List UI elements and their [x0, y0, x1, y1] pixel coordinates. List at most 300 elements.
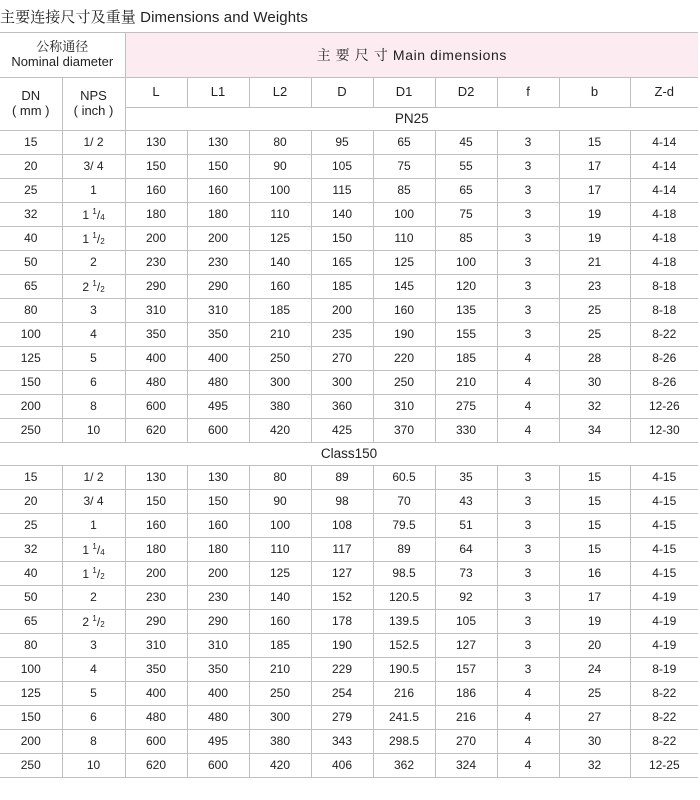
nps-whole: 2 — [82, 279, 90, 294]
cell-L2: 250 — [249, 682, 311, 706]
cell-L: 230 — [125, 586, 187, 610]
table-row — [0, 419, 698, 443]
cell-L: 480 — [125, 371, 187, 395]
cell-b: 30 — [559, 730, 630, 754]
cell-D2: 324 — [435, 754, 497, 778]
cell-L1: 480 — [187, 371, 249, 395]
cell-nps — [62, 251, 125, 275]
nps-whole: 1 — [82, 231, 90, 246]
cell-dn: 50 — [0, 251, 62, 275]
table-row — [0, 395, 698, 419]
cell-L: 200 — [125, 227, 187, 251]
page-title: 主要连接尺寸及重量 Dimensions and Weights — [0, 9, 309, 26]
cell-Zd: 4-15 — [630, 514, 698, 538]
cell-nps — [62, 323, 125, 347]
cell-L2: 160 — [249, 275, 311, 299]
cell-b: 34 — [559, 419, 630, 443]
cell-D2: 105 — [435, 610, 497, 634]
cell-L1: 495 — [187, 395, 249, 419]
table-row — [0, 203, 698, 227]
cell-L1: 400 — [187, 682, 249, 706]
cell-nps — [62, 490, 125, 514]
cell-b: 25 — [559, 299, 630, 323]
cell-D1: 190 — [373, 323, 435, 347]
cell-f: 4 — [497, 754, 559, 778]
cell-D2: 75 — [435, 203, 497, 227]
cell-D: 108 — [311, 514, 373, 538]
section-label: Class150 — [0, 443, 698, 466]
cell-f: 3 — [497, 514, 559, 538]
cell-D1: 241.5 — [373, 706, 435, 730]
cell-D2: 275 — [435, 395, 497, 419]
cell-D: 235 — [311, 323, 373, 347]
col-header-D1: D1 — [373, 78, 435, 108]
cell-f: 3 — [497, 538, 559, 562]
cell-D2: 51 — [435, 514, 497, 538]
cell-D1: 298.5 — [373, 730, 435, 754]
cell-L1: 230 — [187, 251, 249, 275]
cell-Zd: 4-19 — [630, 586, 698, 610]
table-row — [0, 490, 698, 514]
cell-nps — [62, 514, 125, 538]
cell-f: 3 — [497, 227, 559, 251]
cell-L: 160 — [125, 179, 187, 203]
nps-value: 3/ 4 — [83, 158, 104, 173]
cell-L1: 480 — [187, 706, 249, 730]
cell-Zd: 8-22 — [630, 682, 698, 706]
col-header-D2: D2 — [435, 78, 497, 108]
nps-whole: 2 — [82, 614, 90, 629]
cell-Zd: 4-18 — [630, 227, 698, 251]
cell-Zd: 4-19 — [630, 610, 698, 634]
cell-D2: 85 — [435, 227, 497, 251]
cell-D2: 210 — [435, 371, 497, 395]
nps-value: 2 — [90, 589, 97, 604]
cell-dn: 200 — [0, 395, 62, 419]
cell-L: 230 — [125, 251, 187, 275]
nps-denominator: 2 — [100, 571, 105, 581]
cell-L2: 420 — [249, 419, 311, 443]
cell-D2: 155 — [435, 323, 497, 347]
cell-b: 17 — [559, 179, 630, 203]
cell-D: 127 — [311, 562, 373, 586]
nominal-diameter-en: Nominal diameter — [11, 54, 114, 69]
cell-f: 4 — [497, 706, 559, 730]
table-row — [0, 610, 698, 634]
cell-Zd: 4-18 — [630, 251, 698, 275]
cell-D2: 330 — [435, 419, 497, 443]
cell-dn: 100 — [0, 658, 62, 682]
cell-L2: 380 — [249, 395, 311, 419]
cell-L1: 310 — [187, 299, 249, 323]
cell-L2: 185 — [249, 634, 311, 658]
cell-L1: 180 — [187, 538, 249, 562]
cell-nps — [62, 155, 125, 179]
dn-header — [0, 78, 62, 131]
cell-L: 130 — [125, 131, 187, 155]
nominal-diameter-cn: 公称通径 — [36, 39, 89, 55]
cell-L1: 130 — [187, 131, 249, 155]
cell-f: 3 — [497, 466, 559, 490]
cell-f: 3 — [497, 155, 559, 179]
cell-L1: 290 — [187, 610, 249, 634]
cell-b: 19 — [559, 610, 630, 634]
cell-L2: 300 — [249, 371, 311, 395]
nps-numerator: 1 — [92, 565, 97, 575]
cell-D1: 370 — [373, 419, 435, 443]
cell-f: 4 — [497, 371, 559, 395]
nps-whole: 1 — [82, 542, 90, 557]
cell-D: 117 — [311, 538, 373, 562]
cell-L: 350 — [125, 658, 187, 682]
col-header-L: L — [125, 78, 187, 108]
nps-value: 5 — [90, 685, 97, 700]
nps-value: 6 — [90, 374, 97, 389]
table-row — [0, 323, 698, 347]
cell-f: 3 — [497, 251, 559, 275]
cell-D: 98 — [311, 490, 373, 514]
cell-dn: 32 — [0, 538, 62, 562]
nps-denominator: 2 — [100, 619, 105, 629]
cell-L: 150 — [125, 490, 187, 514]
cell-L: 620 — [125, 754, 187, 778]
dn-unit: ( mm ) — [11, 103, 50, 118]
cell-L: 150 — [125, 155, 187, 179]
cell-L2: 100 — [249, 514, 311, 538]
cell-L1: 130 — [187, 466, 249, 490]
cell-Zd: 12-25 — [630, 754, 698, 778]
cell-Zd: 8-19 — [630, 658, 698, 682]
cell-D: 343 — [311, 730, 373, 754]
table-row — [0, 227, 698, 251]
cell-dn: 25 — [0, 514, 62, 538]
cell-f: 3 — [497, 179, 559, 203]
cell-f: 4 — [497, 395, 559, 419]
cell-nps: 1 $^1/_2$ — [62, 227, 125, 251]
cell-b: 19 — [559, 203, 630, 227]
cell-D: 152 — [311, 586, 373, 610]
cell-Zd: 8-18 — [630, 299, 698, 323]
cell-L: 200 — [125, 562, 187, 586]
cell-L1: 200 — [187, 227, 249, 251]
cell-L: 600 — [125, 395, 187, 419]
cell-nps: 2 $^1/_2$ — [62, 610, 125, 634]
cell-L2: 100 — [249, 179, 311, 203]
cell-D1: 362 — [373, 754, 435, 778]
cell-Zd: 12-26 — [630, 395, 698, 419]
table-row — [0, 179, 698, 203]
cell-L2: 125 — [249, 227, 311, 251]
cell-D1: 220 — [373, 347, 435, 371]
cell-nps — [62, 395, 125, 419]
nps-value: 5 — [90, 350, 97, 365]
nps-value: 3 — [90, 637, 97, 652]
cell-b: 27 — [559, 706, 630, 730]
cell-D2: 43 — [435, 490, 497, 514]
nps-value: 1/ 2 — [83, 134, 104, 149]
dimensions-table — [0, 32, 698, 778]
cell-L1: 495 — [187, 730, 249, 754]
cell-b: 15 — [559, 514, 630, 538]
cell-L1: 350 — [187, 658, 249, 682]
cell-D: 105 — [311, 155, 373, 179]
dn-label: DN — [21, 88, 41, 104]
cell-D2: 73 — [435, 562, 497, 586]
nps-label: NPS — [80, 88, 107, 104]
cell-D2: 55 — [435, 155, 497, 179]
cell-D: 190 — [311, 634, 373, 658]
cell-b: 15 — [559, 466, 630, 490]
cell-nps — [62, 586, 125, 610]
cell-D2: 216 — [435, 706, 497, 730]
cell-dn: 20 — [0, 155, 62, 179]
cell-D1: 250 — [373, 371, 435, 395]
cell-D2: 120 — [435, 275, 497, 299]
table-row — [0, 347, 698, 371]
cell-D: 279 — [311, 706, 373, 730]
cell-L1: 400 — [187, 347, 249, 371]
nps-numerator: 1 — [92, 541, 97, 551]
cell-nps — [62, 179, 125, 203]
cell-f: 3 — [497, 203, 559, 227]
cell-L2: 90 — [249, 490, 311, 514]
cell-dn: 32 — [0, 203, 62, 227]
cell-L2: 90 — [249, 155, 311, 179]
main-dimensions-header: 主 要 尺 寸 Main dimensions — [125, 33, 698, 78]
cell-D1: 98.5 — [373, 562, 435, 586]
table-row — [0, 275, 698, 299]
cell-nps — [62, 466, 125, 490]
cell-f: 4 — [497, 682, 559, 706]
cell-nps — [62, 658, 125, 682]
cell-b: 20 — [559, 634, 630, 658]
nps-numerator: 1 — [92, 230, 97, 240]
cell-dn: 15 — [0, 131, 62, 155]
nps-header — [62, 78, 125, 131]
cell-D1: 89 — [373, 538, 435, 562]
cell-b: 28 — [559, 347, 630, 371]
cell-f: 3 — [497, 634, 559, 658]
cell-L: 400 — [125, 682, 187, 706]
table-row — [0, 682, 698, 706]
cell-f: 4 — [497, 347, 559, 371]
cell-Zd: 12-30 — [630, 419, 698, 443]
cell-L2: 80 — [249, 466, 311, 490]
cell-f: 3 — [497, 490, 559, 514]
cell-D2: 157 — [435, 658, 497, 682]
cell-dn: 100 — [0, 323, 62, 347]
nps-value: 10 — [86, 422, 101, 437]
cell-dn: 65 — [0, 610, 62, 634]
nps-numerator: 1 — [92, 613, 97, 623]
nps-value: 1 — [90, 182, 97, 197]
table-row — [0, 706, 698, 730]
nps-denominator: 2 — [100, 236, 105, 246]
nps-value: 2 — [90, 254, 97, 269]
cell-D: 425 — [311, 419, 373, 443]
col-header-L2: L2 — [249, 78, 311, 108]
cell-Zd: 4-15 — [630, 490, 698, 514]
cell-nps — [62, 419, 125, 443]
cell-D: 178 — [311, 610, 373, 634]
cell-nps: 1 $^1/_2$ — [62, 562, 125, 586]
cell-L2: 125 — [249, 562, 311, 586]
cell-dn: 150 — [0, 706, 62, 730]
cell-L: 310 — [125, 299, 187, 323]
table-row — [0, 586, 698, 610]
table-row — [0, 514, 698, 538]
nps-numerator: 1 — [92, 206, 97, 216]
cell-D2: 127 — [435, 634, 497, 658]
cell-b: 16 — [559, 562, 630, 586]
cell-dn: 20 — [0, 490, 62, 514]
cell-b: 17 — [559, 586, 630, 610]
cell-D1: 152.5 — [373, 634, 435, 658]
cell-f: 3 — [497, 323, 559, 347]
cell-nps — [62, 347, 125, 371]
cell-dn: 125 — [0, 347, 62, 371]
cell-dn: 40 — [0, 562, 62, 586]
cell-D: 185 — [311, 275, 373, 299]
cell-f: 3 — [497, 299, 559, 323]
cell-b: 24 — [559, 658, 630, 682]
cell-D: 406 — [311, 754, 373, 778]
cell-D1: 110 — [373, 227, 435, 251]
cell-b: 25 — [559, 682, 630, 706]
cell-D: 89 — [311, 466, 373, 490]
cell-b: 15 — [559, 538, 630, 562]
cell-dn: 200 — [0, 730, 62, 754]
section-label: PN25 — [125, 108, 698, 131]
cell-D1: 160 — [373, 299, 435, 323]
cell-D: 270 — [311, 347, 373, 371]
cell-D: 150 — [311, 227, 373, 251]
cell-dn: 80 — [0, 299, 62, 323]
cell-b: 23 — [559, 275, 630, 299]
cell-Zd: 4-15 — [630, 538, 698, 562]
cell-b: 15 — [559, 131, 630, 155]
cell-L1: 290 — [187, 275, 249, 299]
cell-nps: 2 $^1/_2$ — [62, 275, 125, 299]
cell-b: 19 — [559, 227, 630, 251]
cell-L2: 185 — [249, 299, 311, 323]
cell-L1: 600 — [187, 419, 249, 443]
cell-L2: 80 — [249, 131, 311, 155]
cell-L2: 210 — [249, 658, 311, 682]
cell-D: 165 — [311, 251, 373, 275]
cell-D: 95 — [311, 131, 373, 155]
cell-D1: 120.5 — [373, 586, 435, 610]
cell-L1: 350 — [187, 323, 249, 347]
col-header-f: f — [497, 78, 559, 108]
nps-denominator: 4 — [100, 547, 105, 557]
cell-D2: 35 — [435, 466, 497, 490]
cell-D1: 139.5 — [373, 610, 435, 634]
cell-dn: 250 — [0, 754, 62, 778]
cell-L2: 110 — [249, 203, 311, 227]
cell-f: 4 — [497, 730, 559, 754]
nps-unit: ( inch ) — [73, 103, 114, 118]
cell-D1: 65 — [373, 131, 435, 155]
nps-value: 3 — [90, 302, 97, 317]
cell-D1: 100 — [373, 203, 435, 227]
cell-L2: 250 — [249, 347, 311, 371]
cell-D2: 45 — [435, 131, 497, 155]
cell-L1: 310 — [187, 634, 249, 658]
cell-b: 21 — [559, 251, 630, 275]
cell-D1: 70 — [373, 490, 435, 514]
cell-L: 130 — [125, 466, 187, 490]
cell-nps — [62, 682, 125, 706]
nps-value: 4 — [90, 326, 97, 341]
cell-L2: 420 — [249, 754, 311, 778]
nps-whole: 1 — [82, 566, 90, 581]
cell-dn: 250 — [0, 419, 62, 443]
cell-Zd: 8-22 — [630, 323, 698, 347]
cell-D1: 125 — [373, 251, 435, 275]
cell-D1: 190.5 — [373, 658, 435, 682]
cell-Zd: 8-22 — [630, 706, 698, 730]
cell-D: 200 — [311, 299, 373, 323]
cell-D1: 60.5 — [373, 466, 435, 490]
cell-Zd: 4-14 — [630, 131, 698, 155]
cell-D1: 145 — [373, 275, 435, 299]
section-row — [0, 443, 698, 466]
cell-D: 140 — [311, 203, 373, 227]
nominal-diameter-header — [0, 33, 125, 78]
cell-D1: 75 — [373, 155, 435, 179]
nps-value: 1/ 2 — [83, 469, 104, 484]
cell-L: 350 — [125, 323, 187, 347]
cell-dn: 15 — [0, 466, 62, 490]
cell-nps — [62, 131, 125, 155]
nps-value: 6 — [90, 709, 97, 724]
table-row — [0, 155, 698, 179]
cell-D: 254 — [311, 682, 373, 706]
cell-D2: 185 — [435, 347, 497, 371]
table-row — [0, 466, 698, 490]
col-header-b: b — [559, 78, 630, 108]
table-row — [0, 634, 698, 658]
col-header-D: D — [311, 78, 373, 108]
cell-dn: 25 — [0, 179, 62, 203]
cell-nps — [62, 299, 125, 323]
cell-D1: 216 — [373, 682, 435, 706]
cell-f: 4 — [497, 419, 559, 443]
nps-value: 1 — [90, 517, 97, 532]
cell-L: 180 — [125, 203, 187, 227]
cell-L2: 300 — [249, 706, 311, 730]
nps-value: 10 — [86, 757, 101, 772]
cell-Zd: 8-18 — [630, 275, 698, 299]
table-row — [0, 371, 698, 395]
cell-dn: 125 — [0, 682, 62, 706]
cell-L: 180 — [125, 538, 187, 562]
cell-b: 15 — [559, 490, 630, 514]
table-row — [0, 754, 698, 778]
cell-Zd: 4-15 — [630, 466, 698, 490]
cell-Zd: 4-19 — [630, 634, 698, 658]
cell-D: 229 — [311, 658, 373, 682]
nps-value: 8 — [90, 733, 97, 748]
cell-b: 32 — [559, 395, 630, 419]
cell-b: 30 — [559, 371, 630, 395]
nps-value: 3/ 4 — [83, 493, 104, 508]
cell-f: 3 — [497, 131, 559, 155]
cell-nps — [62, 706, 125, 730]
cell-nps — [62, 730, 125, 754]
cell-L1: 200 — [187, 562, 249, 586]
